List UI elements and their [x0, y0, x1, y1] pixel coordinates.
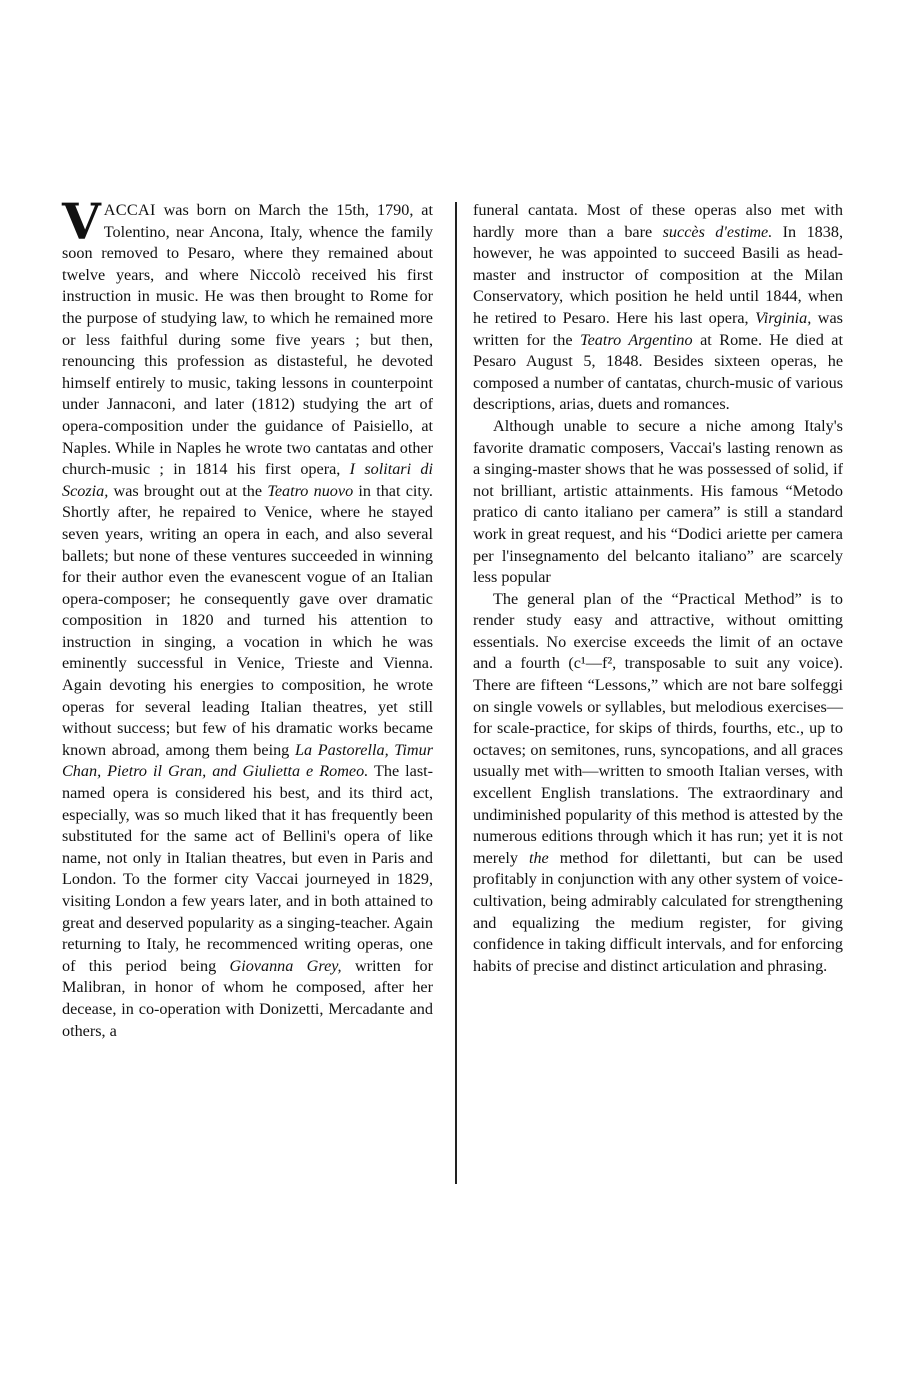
- text-run: was written for the: [473, 308, 843, 349]
- opera-titles: La Pastorella, Timur Chan, Pietro il Gran, and Giulietta e Romeo.: [62, 740, 433, 781]
- text-run: written for Malibran, in honor of whom he composed, after her decease, in co-operation with Donizetti, Mercadante and others, a: [62, 956, 433, 1040]
- text-run: was born on March the 15th, 1790, at Tolentino, near Ancona, Italy, whence the family soon removed to Pesaro, where they remained about twelve years, and where Niccolò received his first instruction in music. He was then brought to Rome for the purpose of studying law, to which he remained more or less faithful during some five years ; but then, renouncing this profession as distasteful, he devoted himself entirely to music, taking lessons in counterpoint under Jannaconi, and later (1812) studying the art of opera-composition under the guidance of Paisiello, at Naples. While in Naples he wrote two cantatas and other church-music ; in 1814 his first opera,: [62, 201, 433, 479]
- theatre-name: Teatro nuovo: [267, 481, 354, 500]
- drop-cap: V: [62, 192, 101, 251]
- text-run: method for dilettanti, but can be used profitably in conjunction with any other system of voice-cultivation, being admirably calculated for strengthening and equalizing the medium register, for giving confidence in taking difficult intervals, and for enforcing habits of precise and distinct articulation and phrasing.: [473, 848, 843, 975]
- text-run: funeral cantata. Most of these operas also met with hardly more than a bare: [473, 201, 843, 241]
- left-column: [62, 192, 434, 1042]
- italic-phrase: succès d'estime.: [662, 222, 773, 241]
- text-run: In 1838, however, he was appointed to succeed Basili as head-master and instructor of composition at the Milan Conservatory, which position he held until 1844, when he retired to Pesaro. Here his last opera,: [473, 222, 843, 327]
- text-run: at Rome. He died at Pesaro August 5, 1848. Besides sixteen operas, he composed a number of cantatas, church-music of various descriptions, arias, duets and romances.: [473, 330, 843, 414]
- right-column: [473, 200, 843, 977]
- first-word-rest: ACCAI: [103, 201, 156, 219]
- column-divider: [455, 202, 457, 1184]
- text-run: The last-named opera is considered his best, and its third act, especially, was so much liked that it has frequently been substituted for the same act of Bellini's opera of like name, not only in Italian theatres, but even in Paris and London. To the former city Vaccai journeyed in 1829, visiting London a few years later, and in both attained to great and deserved popularity as a singing-teacher. Again returning to Italy, he recommenced writing operas, one of this period being: [62, 762, 434, 975]
- theatre-name: Teatro Argentino: [580, 330, 693, 349]
- opera-title: Virginia,: [755, 308, 812, 327]
- italic-word: the: [528, 848, 549, 867]
- opera-title: I solitari di Scozia,: [62, 460, 433, 500]
- text-run: was brought out at the: [108, 481, 268, 500]
- text-run: in that city. Shortly after, he repaired to Venice, where he stayed seven years, writing an opera in each, and also several ballets; but none of these ventures succeeded in winning for their author even the evanescent vogue of an Italian opera-composer; he consequently gave over dramatic composition in 1820 and turned his attention to instruction in singing, a vocation in which he was eminently successful in Venice, Trieste and Vienna. Again devoting his energies to composition, he wrote operas for several leading Italian theatres, yet still without success; but few of his dramatic works became known abroad, among them being: [62, 481, 433, 759]
- paragraph-practical-method: [473, 589, 843, 978]
- text-run: The general plan of the “Practical Method” is to render study easy and attractive, without omitting essentials. No exercise exceeds the limit of an octave and a fourth (c¹—f², transposable to suit any voice). There are fifteen “Lessons,” which are not bare solfeggi on single vowels or syllables, but melodious exercises—for scale-practice, for skips of thirds, fourths, etc., up to octaves; on semitones, runs, syncopations, and all graces usually met with—written to smooth Italian verses, with excellent English translations. The extraordinary and undiminished popularity of this method is attested by the numerous editions through which it has run; yet it is not merely: [473, 589, 843, 867]
- paragraph-renown: Although unable to secure a niche among Italy's favorite dramatic composers, Vaccai's lasting renown as a singing-master shows that he was possessed of solid, if not brilliant, artistic attainments. His famous “Metodo pratico di canto italiano per camera” is still a standard work in great request, and his “Dodici ariette per camera per l'insegnamento del belcanto italiano” are scarcely less popular: [473, 416, 843, 587]
- paragraph-continuation: [473, 200, 843, 416]
- opera-title: Giovanna Grey,: [229, 956, 342, 975]
- paragraph-vaccai-biography: [62, 192, 434, 1042]
